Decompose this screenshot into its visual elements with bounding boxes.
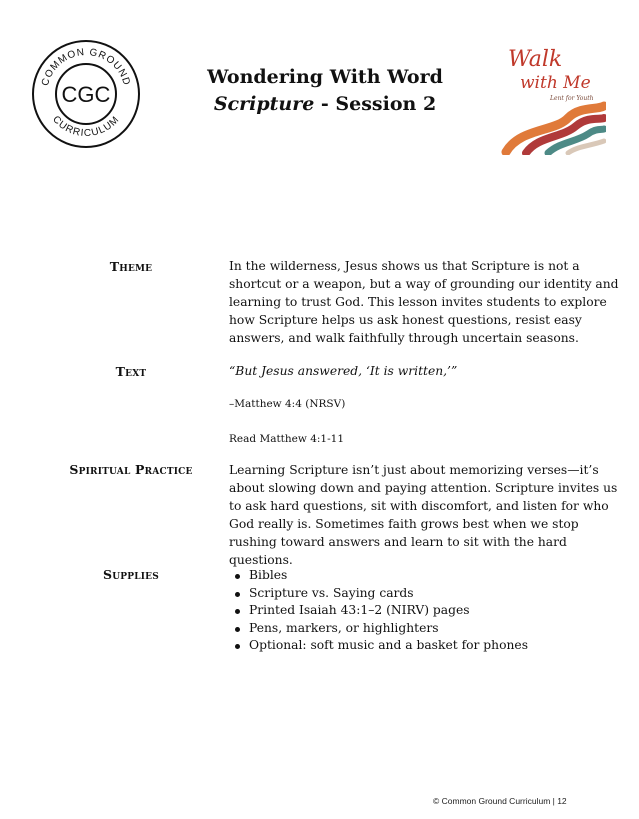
page-title: Wondering With Word <box>207 66 443 88</box>
logo-ring-top: COMMON GROUND <box>39 46 133 88</box>
svg-text:CURRICULUM <box>50 114 122 139</box>
supply-item: Scripture vs. Saying cards <box>229 585 619 603</box>
supply-item: Pens, markers, or highlighters <box>229 620 619 638</box>
logo-withme-text: with Me <box>520 73 591 93</box>
text-citation: –Matthew 4:4 (NRSV) <box>229 398 346 410</box>
theme-label: Theme <box>109 259 153 274</box>
supply-item: Optional: soft music and a basket for phones <box>229 637 619 655</box>
text-label: Text <box>115 364 147 379</box>
practice-label: Spiritual Practice <box>69 462 193 477</box>
walk-with-me-logo <box>500 40 606 155</box>
supply-item: Printed Isaiah 43:1–2 (NIRV) pages <box>229 602 619 620</box>
page-subtitle <box>170 90 480 118</box>
theme-body: In the wilderness, Jesus shows us that Scripture is not a shortcut or a weapon, but a way of grounding our identity and learning to trust God. This lesson invites students to explore how Scripture helps us ask honest questions, resist easy answers, and walk faithfully through uncertain seasons. <box>229 259 619 345</box>
page-footer: © Common Ground Curriculum | 12 <box>433 796 567 806</box>
text-reading: Read Matthew 4:1-11 <box>229 433 344 445</box>
logo-ring-bottom: CURRICULUM <box>50 114 122 140</box>
cgc-logo <box>30 38 142 150</box>
supplies-list <box>229 567 619 655</box>
logo-center-text: CGC <box>61 82 111 107</box>
text-quote: “But Jesus answered, ‘It is written,’” <box>229 364 458 378</box>
subtitle-italic: Scripture <box>213 93 315 115</box>
title-block <box>170 64 480 118</box>
subtitle-rest: - Session 2 <box>314 93 437 115</box>
logo-walk-text: Walk <box>508 47 563 72</box>
supply-item: Bibles <box>229 567 619 585</box>
supplies-list-wrap <box>229 567 619 655</box>
practice-body: Learning Scripture isn’t just about memorizing verses—it’s about slowing down and paying attention. Scripture invites us to ask hard questions, sit with discomfort, and listen for who God really is. Sometimes faith grows best when we stop rushing toward answers and learn to sit with the hard questions. <box>229 463 618 567</box>
logo-tagline: Lent for Youth <box>550 95 594 102</box>
supplies-label: Supplies <box>103 567 159 582</box>
